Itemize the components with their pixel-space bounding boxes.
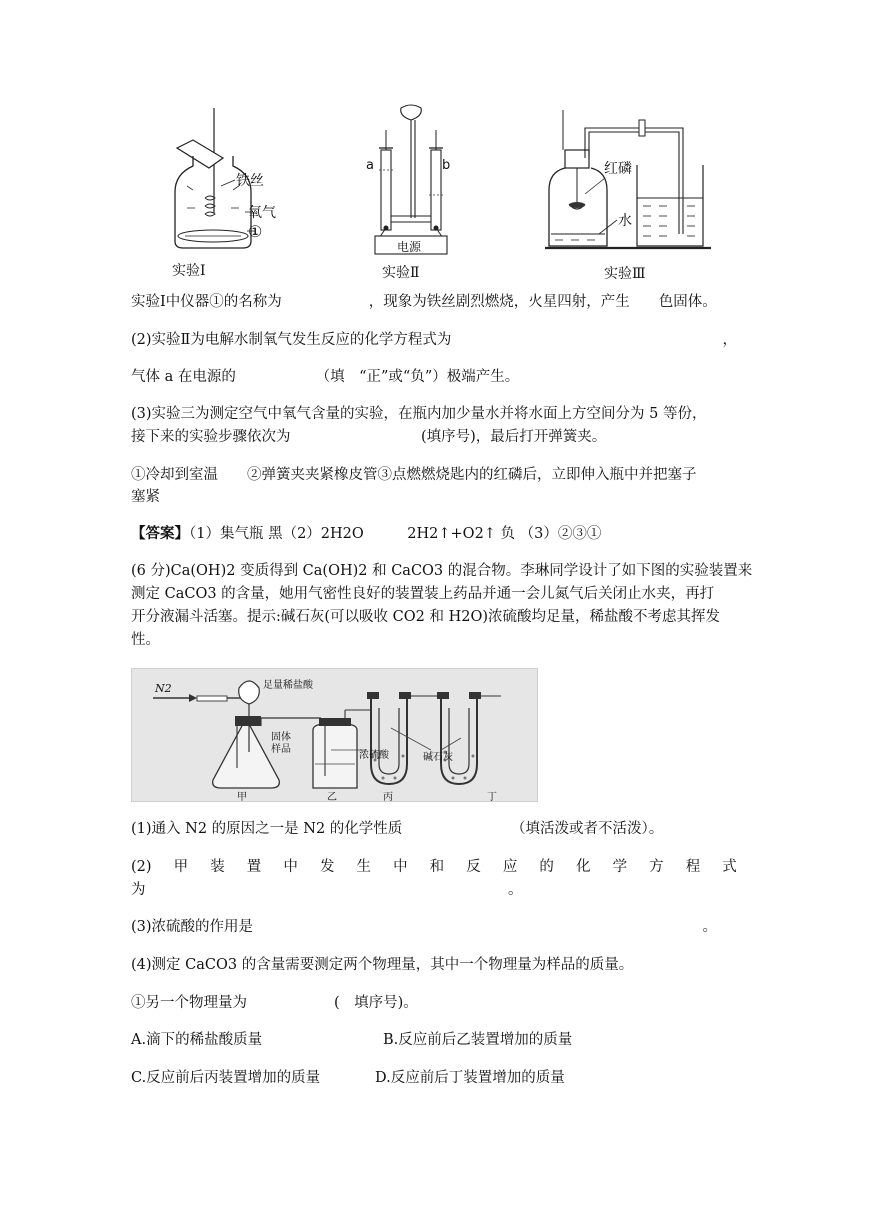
q2-s2-w13: 学 bbox=[612, 859, 628, 875]
q1-line-6: ①冷却到室温 ②弹簧夹夹紧橡皮管③点燃燃烧匙内的红磷后，立即伸入瓶中并把塞子 bbox=[131, 467, 697, 483]
q2-s2-w11: 的 bbox=[539, 859, 554, 875]
label-water: 水 bbox=[618, 213, 632, 229]
q2-sub-4: (4)测定 CaCO3 的含量需要测定两个物理量，其中一个物理量为样品的质量。 bbox=[131, 957, 634, 973]
caption-experiment-3: 实验Ⅲ bbox=[604, 266, 646, 282]
q2-s2-w10: 应 bbox=[502, 859, 518, 875]
q2-sub-4-1: ①另一个物理量为 ( 填序号)。 bbox=[131, 995, 418, 1011]
photo-label-bing: 丙 bbox=[383, 792, 393, 803]
label-b: b bbox=[442, 158, 451, 173]
label-oxygen: 氧气 bbox=[248, 205, 276, 221]
q2-s2-w3: 置 bbox=[246, 859, 262, 875]
caption-experiment-1: 实验Ⅰ bbox=[172, 263, 206, 279]
photo-label-ding: 丁 bbox=[487, 792, 497, 803]
q2-s2-w5: 发 bbox=[319, 859, 335, 875]
label-red-phosphorus: 红磷 bbox=[604, 161, 632, 177]
option-a: A.滴下的稀盐酸质量 bbox=[131, 1032, 263, 1048]
answer-text: （1）集气瓶 黑（2）2H2O 2H2↑+O2↑ 负 （3）②③① bbox=[189, 526, 602, 542]
q2-sub-3: (3)浓硫酸的作用是 。 bbox=[131, 919, 718, 935]
q2-s2-w1: 甲 bbox=[173, 859, 189, 875]
q2-s2-w8: 和 bbox=[429, 859, 445, 875]
q2-intro-2: 测定 CaCO3 的含量，她用气密性良好的装置装上药品并通一会儿氮气后关闭止水夹，再打 bbox=[131, 586, 715, 602]
experiment-3-figure bbox=[545, 110, 715, 252]
q2-intro-4: 性。 bbox=[131, 632, 160, 648]
caption-experiment-2: 实验Ⅱ bbox=[382, 265, 420, 281]
q2-intro-3: 开分液漏斗活塞。提示:碱石灰(可以吸收 CO2 和 H2O)浓硫酸均足量，稀盐酸不考虑其挥发 bbox=[131, 609, 720, 625]
option-c: C.反应前后丙装置增加的质量 bbox=[131, 1070, 321, 1086]
q1-line-4: (3)实验三为测定空气中氧气含量的实验，在瓶内加少量水并将水面上方空间分为 5 等份， bbox=[131, 406, 707, 422]
experiment-2-figure bbox=[365, 100, 460, 260]
photo-label-yi: 乙 bbox=[327, 792, 337, 803]
q1-line-1: 实验Ⅰ中仪器①的名称为 ，现象为铁丝剧烈燃烧，火星四射，产生 色固体。 bbox=[131, 294, 717, 310]
photo-label-acid: 足量稀盐酸 bbox=[263, 680, 313, 691]
label-a: a bbox=[366, 158, 374, 173]
photo-label-jia: 甲 bbox=[237, 792, 247, 803]
q1-line-7: 塞紧 bbox=[131, 489, 160, 505]
answer-tag: 【答案】 bbox=[131, 525, 189, 542]
label-circle-1: ① bbox=[248, 222, 263, 241]
q2-s2-w7: 中 bbox=[393, 859, 408, 875]
q2-sub-1: (1)通入 N2 的原因之一是 N2 的化学性质 （填活泼或者不活泼）。 bbox=[131, 821, 664, 837]
photo-label-sulfuric: 浓硫酸 bbox=[359, 750, 389, 761]
q1-line-3: 气体 a 在电源的 （填 “正”或“负”）极端产生。 bbox=[131, 369, 520, 385]
answer-line bbox=[131, 524, 601, 544]
photo-label-lime: 碱石灰 bbox=[423, 752, 453, 763]
photo-label-sample-1: 固体 bbox=[271, 732, 291, 743]
q2-s2-w2: 装 bbox=[210, 859, 225, 875]
q1-line-2-text: (2)实验Ⅱ为电解水制氧气发生反应的化学方程式为 bbox=[131, 332, 452, 348]
q2-s2-w15: 程 bbox=[685, 859, 701, 875]
q2-sub-2-line-1 bbox=[131, 857, 737, 877]
q2-s2-w0: (2) bbox=[131, 859, 152, 875]
option-d: D.反应前后丁装置增加的质量 bbox=[375, 1070, 565, 1086]
label-iron-wire: 铁丝 bbox=[236, 173, 264, 189]
q1-line-2-comma: ， bbox=[722, 332, 737, 348]
q2-s2-w4: 中 bbox=[283, 859, 298, 875]
q1-line-5: 接下来的实验步骤依次为 (填序号)，最后打开弹簧夹。 bbox=[131, 429, 607, 445]
q2-s2-w6: 生 bbox=[356, 859, 372, 875]
q2-s2-w9: 反 bbox=[466, 859, 481, 875]
photo-label-n2: N2 bbox=[155, 682, 172, 695]
q2-sub-2-line-2: 为 。 bbox=[131, 882, 523, 898]
photo-label-sample-2: 样品 bbox=[271, 744, 291, 755]
q2-intro-1: (6 分)Ca(OH)2 变质得到 Ca(OH)2 和 CaCO3 的混合物。李琳同学设计了如下图的实验装置来 bbox=[131, 563, 753, 579]
q2-s2-w14: 方 bbox=[649, 859, 664, 875]
option-b: B.反应前后乙装置增加的质量 bbox=[383, 1032, 573, 1048]
q1-line-2 bbox=[131, 330, 737, 350]
label-power-supply: 电源 bbox=[397, 240, 422, 254]
q2-s2-w16: 式 bbox=[722, 859, 737, 875]
apparatus-photo bbox=[131, 668, 538, 802]
q2-s2-w12: 化 bbox=[575, 859, 591, 875]
